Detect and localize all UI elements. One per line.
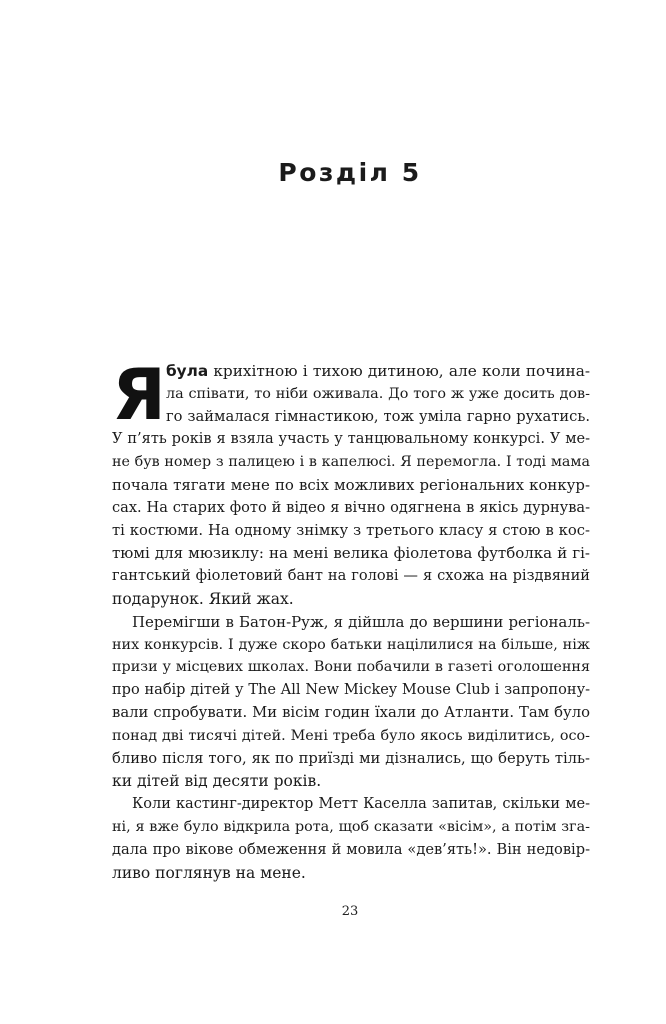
drop-cap: Я bbox=[112, 354, 166, 436]
text-line: була крихітною і тихою дитиною, але коли почина- bbox=[166, 362, 590, 380]
body-text bbox=[112, 354, 590, 884]
text-line: сах. На старих фото й відео я вічно одягнена в якісь дурнува- bbox=[112, 498, 590, 516]
text-line: ки дітей від десяти років. bbox=[112, 772, 322, 791]
text-line: подарунок. Який жах. bbox=[112, 589, 294, 608]
text-line: гантський фіолетовий бант на голові — я схожа на різдвяний bbox=[112, 567, 590, 585]
text-line: тюмі для мюзиклу: на мені велика фіолетова футболка й гі- bbox=[112, 544, 590, 563]
chapter-title: Розділ 5 bbox=[278, 158, 422, 187]
text-line: не був номер з палицею і в капелюсі. Я перемогла. І тоді мама bbox=[112, 454, 590, 471]
text-line: ні, я вже було відкрила рота, щоб сказати «вісім», а потім зга- bbox=[112, 818, 590, 835]
text-line: почала тягати мене по всіх можливих регіональних конкур- bbox=[112, 475, 590, 494]
text-line: Коли кастинг-директор Метт Каселла запитав, скільки ме- bbox=[132, 796, 590, 813]
text-line: них конкурсів. І дуже скоро батьки націлилися на більше, ніж bbox=[112, 636, 590, 653]
page-number: 23 bbox=[341, 904, 359, 919]
text-line: дала про вікове обмеження й мовила «дев’ять!». Він недовір- bbox=[112, 840, 590, 858]
lead-word: була bbox=[166, 362, 209, 380]
text-line: Перемігши в Батон-Руж, я дійшла до вершини регіональ- bbox=[132, 612, 590, 631]
text-line: вали спробувати. Ми вісім годин їхали до Атланти. Там було bbox=[112, 703, 590, 721]
text-line: про набір дітей у The All New Mickey Mouse Club і запропону- bbox=[112, 682, 590, 699]
text-line: понад дві тисячі дітей. Мені треба було якось виділитись, осо- bbox=[112, 727, 590, 744]
text-line: ливо поглянув на мене. bbox=[112, 863, 306, 882]
text-line: ла співати, то ніби оживала. До того ж уже досить дов- bbox=[166, 385, 590, 402]
text-line: ті костюми. На одному знімку з третього класу я стою в кос- bbox=[112, 521, 590, 539]
text-line: го займалася гімнастикою, тож уміла гарно рухатись. bbox=[166, 407, 590, 425]
text-line: У п’ять років я взяла участь у танцювальному конкурсі. У ме- bbox=[112, 431, 590, 448]
text-line: бливо після того, як по приїзді ми дізнались, що беруть тіль- bbox=[112, 749, 590, 767]
text-line: призи у місцевих школах. Вони побачили в газеті оголошення bbox=[112, 659, 590, 676]
